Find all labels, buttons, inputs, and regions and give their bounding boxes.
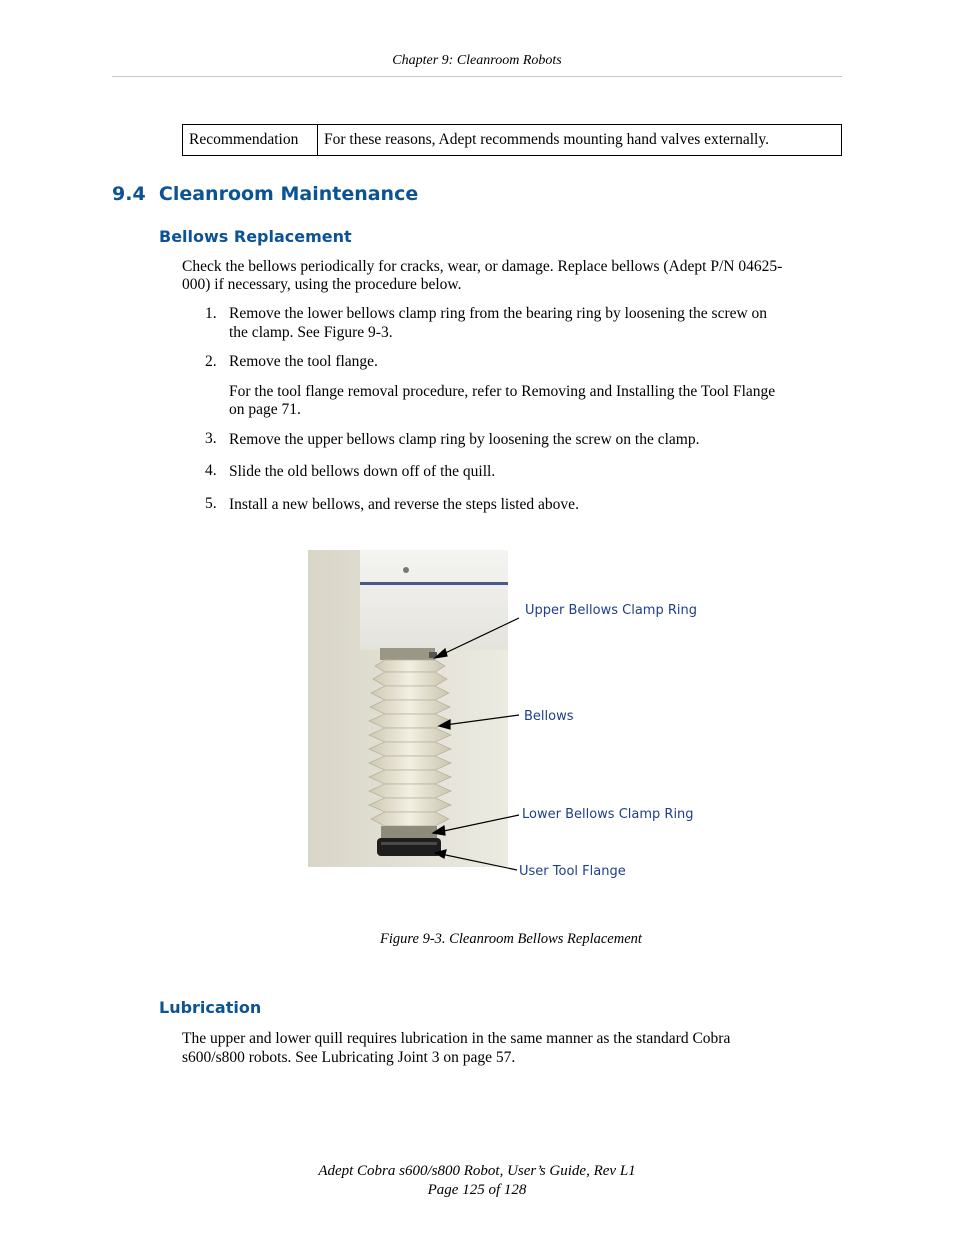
step-number: 5. (205, 495, 217, 512)
lubrication-line-2: s600/s800 robots. See Lubricating Joint 3 on page 57. (182, 1049, 516, 1066)
robot-housing (360, 550, 508, 650)
step-number: 1. (205, 305, 217, 322)
step-text: Remove the tool flange. (229, 353, 378, 370)
bellows-intro-line-1: Check the bellows periodically for cracks, wear, or damage. Replace bellows (Adept P/N 04625- (182, 258, 783, 275)
lubrication-line-1: The upper and lower quill requires lubrication in the same manner as the standard Cobra (182, 1030, 731, 1047)
recommendation-table (182, 124, 842, 156)
recommendation-label: Recommendation (183, 125, 318, 156)
label-upper-clamp-ring: Upper Bellows Clamp Ring (525, 603, 697, 618)
table-row (183, 125, 842, 156)
step-text: Remove the lower bellows clamp ring from the bearing ring by loosening the screw on (229, 305, 768, 322)
step-text: Install a new bellows, and reverse the steps listed above. (229, 496, 579, 513)
running-header: Chapter 9: Cleanroom Robots (392, 53, 562, 68)
step-subtext: For the tool flange removal procedure, refer to Removing and Installing the Tool Flange (229, 383, 776, 400)
figure-caption: Figure 9-3. Cleanroom Bellows Replacement (380, 931, 642, 947)
lower-clamp-ring (381, 826, 437, 838)
section-heading: 9.4 Cleanroom Maintenance (112, 183, 419, 205)
header-divider (112, 76, 842, 77)
step-number: 2. (205, 353, 217, 370)
bellows-figure (305, 548, 705, 883)
step-number: 4. (205, 462, 217, 479)
label-lower-clamp-ring: Lower Bellows Clamp Ring (522, 807, 694, 822)
lubrication-heading: Lubrication (159, 998, 262, 1017)
step-text: Slide the old bellows down off of the quill. (229, 463, 496, 480)
label-bellows: Bellows (524, 709, 574, 724)
step-subtext: on page 71. (229, 401, 301, 418)
recommendation-text: For these reasons, Adept recommends mounting hand valves externally. (318, 125, 842, 156)
step-text: the clamp. See Figure 9-3. (229, 324, 393, 341)
label-user-tool-flange: User Tool Flange (519, 864, 626, 879)
footer-title: Adept Cobra s600/s800 Robot, User’s Guide, Rev L1 (318, 1163, 636, 1179)
step-text: Remove the upper bellows clamp ring by loosening the screw on the clamp. (229, 431, 700, 448)
bellows-heading: Bellows Replacement (159, 227, 352, 246)
upper-clamp-ring (380, 648, 435, 660)
bellows-intro-line-2: 000) if necessary, using the procedure below. (182, 276, 462, 293)
flange-highlight (381, 842, 437, 845)
step-number: 3. (205, 430, 217, 447)
housing-screw (403, 567, 409, 573)
footer-page-number: Page 125 of 128 (427, 1182, 527, 1198)
user-tool-flange (377, 838, 441, 856)
housing-stripe (360, 582, 508, 585)
